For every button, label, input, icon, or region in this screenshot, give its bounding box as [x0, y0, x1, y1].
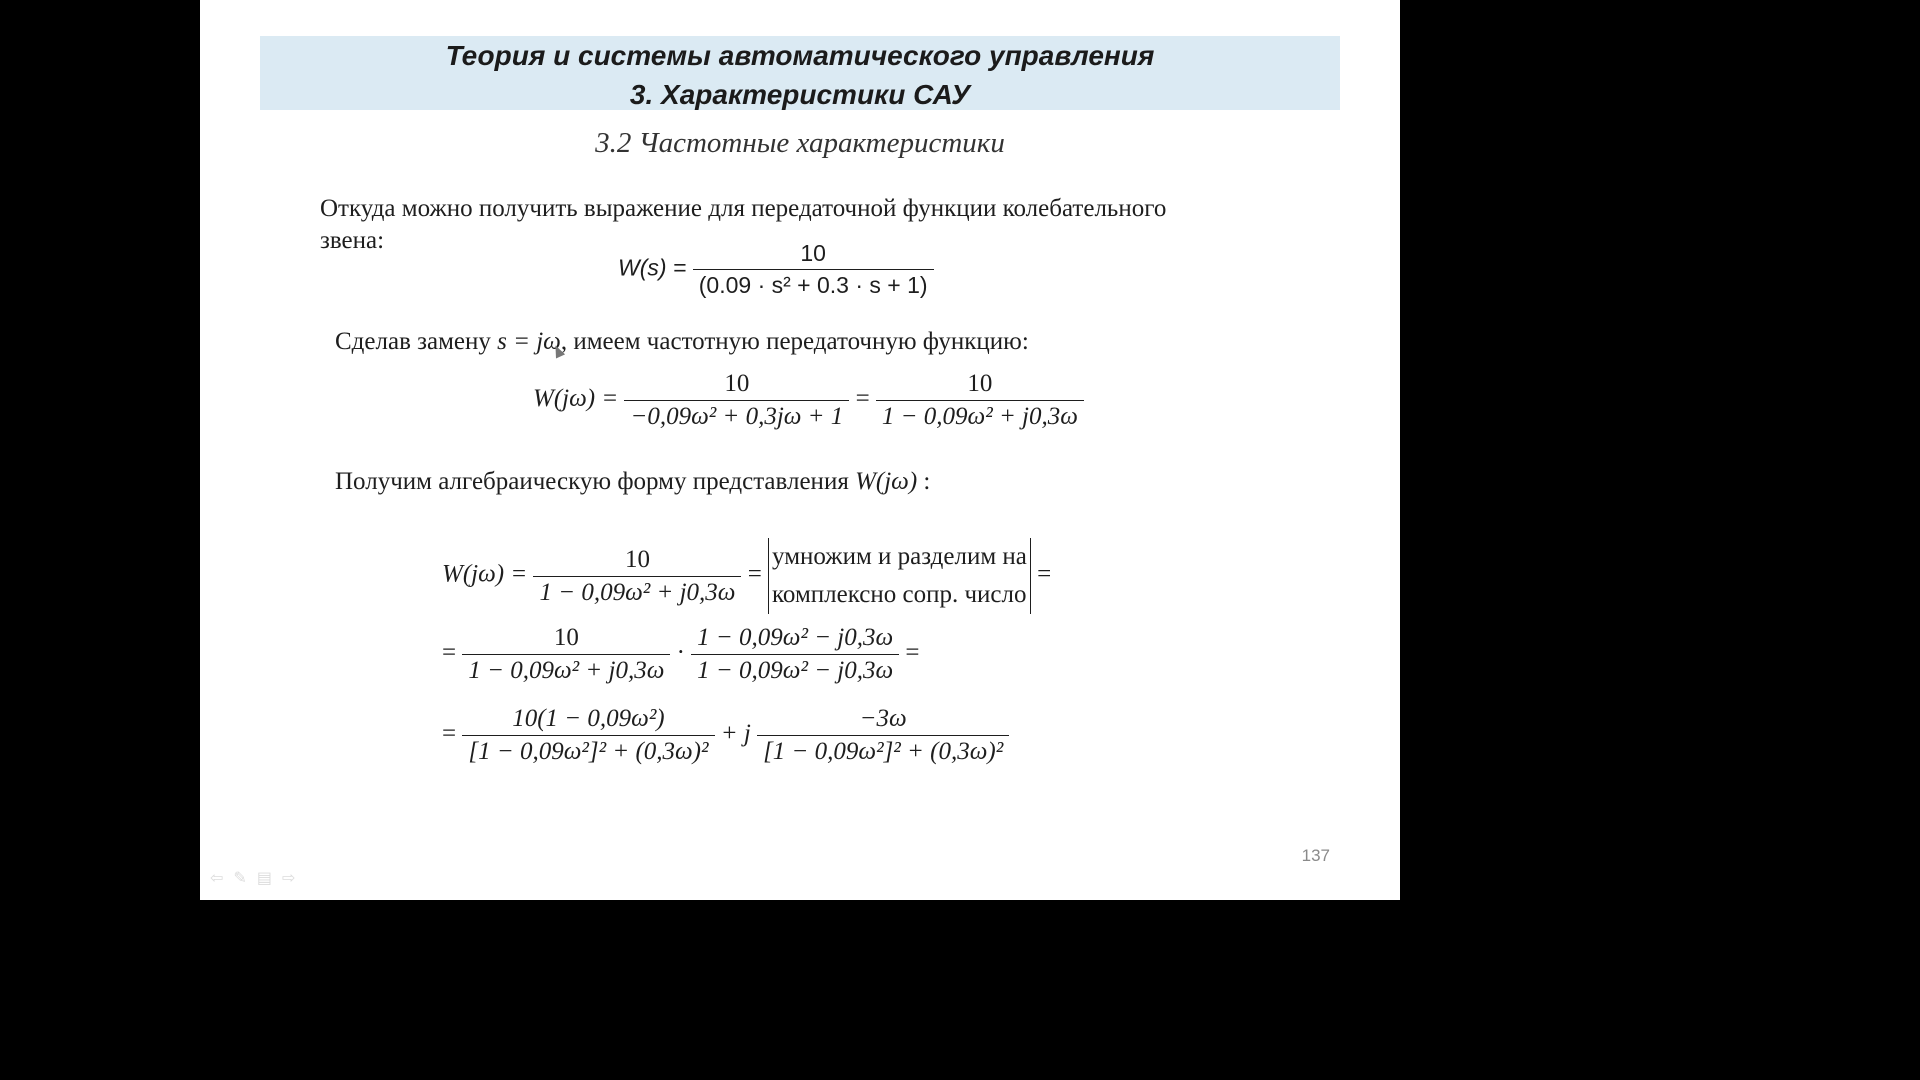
eq5-denominator-2: [1 − 0,09ω²]² + (0,3ω)² — [757, 735, 1009, 766]
menu-icon[interactable]: ▤ — [256, 868, 282, 887]
eq3-note-bottom: комплексно сопр. число — [772, 581, 1027, 608]
paragraph-3-colon: : — [923, 468, 931, 495]
eq4-fraction-2 — [691, 624, 899, 685]
eq5-fraction-1 — [462, 705, 714, 766]
eq5-numerator-2: −3ω — [859, 705, 907, 732]
eq1-denominator: (0.09 · s² + 0.3 · s + 1) — [693, 269, 934, 299]
next-icon[interactable]: ⇨ — [281, 868, 306, 887]
title-band — [260, 36, 1340, 110]
paragraph-2-pre: Сделав замену — [335, 328, 491, 355]
paragraph-1-line2: звена: — [320, 227, 385, 254]
eq2-denominator-2: 1 − 0,09ω² + j0,3ω — [876, 400, 1084, 431]
eq5-fraction-2 — [757, 705, 1009, 766]
prev-icon[interactable]: ⇦ — [210, 868, 234, 887]
eq2-fraction-1 — [624, 370, 849, 431]
eq3-numerator: 10 — [624, 545, 650, 573]
paragraph-1-line1: Откуда можно получить выражение для передаточной функции колебательного — [320, 195, 1167, 222]
paragraph-2-math: s = jω — [497, 328, 561, 355]
header-section: 3. Характеристики САУ — [629, 79, 971, 110]
eq5-plus-j: + j — [720, 720, 751, 748]
eq5-denominator-1: [1 − 0,09ω²]² + (0,3ω)² — [462, 735, 714, 766]
header-title: Теория и системы автоматического управления — [445, 40, 1155, 71]
paragraph-2-post: , имеем частотную передаточную функцию: — [560, 328, 1029, 355]
eq3-denominator: 1 − 0,09ω² + j0,3ω — [533, 576, 741, 607]
eq1-numerator: 10 — [800, 240, 826, 266]
eq4-fraction-1 — [462, 624, 670, 685]
eq2-denominator-1: −0,09ω² + 0,3jω + 1 — [624, 400, 849, 431]
eq4-numerator-2: 1 − 0,09ω² − j0,3ω — [697, 624, 894, 651]
eq1-fraction — [693, 240, 934, 299]
paragraph-3 — [335, 466, 930, 498]
eq2-numerator-2: 10 — [967, 370, 993, 397]
paragraph-3-text: Получим алгебраическую форму представления — [335, 468, 849, 495]
equation-transfer-function — [618, 240, 934, 299]
pen-icon[interactable]: ✎ — [233, 868, 257, 887]
eq3-fraction — [533, 546, 741, 607]
paragraph-3-math: W(jω) — [855, 468, 918, 495]
eq2-fraction-2 — [876, 370, 1084, 431]
eq4-denominator-1: 1 − 0,09ω² + j0,3ω — [462, 654, 670, 685]
eq1-lhs: W(s) = — [618, 254, 687, 281]
eq3-lhs: W(jω) = — [442, 560, 528, 588]
eq5-numerator-1: 10(1 − 0,09ω²) — [512, 705, 665, 732]
equation-step-1: W(jω) = $\frac{10}{\text{1 − 0,09ω² + j0,3ω}}$ = умножим и разделим на комплексно сопр. число = — [442, 538, 1051, 614]
eq3-annotation — [768, 538, 1031, 614]
page-number: 137 — [1301, 846, 1330, 865]
equation-step-2: = $\frac{10}{\text{1 − 0,09ω² + j0,3ω}}$ · $\frac{\text{1 − 0,09ω² − j0,3ω}}{\text{1 − 0,09ω² − j0,3ω}}$ = — [442, 624, 920, 684]
slide-subtitle: 3.2 Частотные характеристики — [595, 127, 1005, 159]
eq4-denominator-2: 1 − 0,09ω² − j0,3ω — [691, 654, 899, 685]
eq3-note-top: умножим и разделим на — [772, 543, 1027, 570]
equation-step-3: = $\frac{\text{10(1 − 0,09ω²)}}{\text{[1 − 0,09ω²]² + (0,3ω)²}}$ + j $\frac{-3\omega}{\text{[1 − 0,09ω²]² + (0,3ω)²}}$ — [442, 705, 1009, 766]
paragraph-2 — [335, 326, 1029, 358]
equation-frequency-transfer — [533, 370, 1084, 431]
eq2-numerator-1: 10 — [724, 370, 750, 397]
slide-nav-toolbar — [210, 868, 305, 887]
eq4-numerator-1: 10 — [553, 624, 579, 651]
eq2-lhs: W(jω) = — [533, 385, 619, 413]
slide — [200, 0, 1400, 900]
eq2-equals: = — [855, 385, 870, 413]
